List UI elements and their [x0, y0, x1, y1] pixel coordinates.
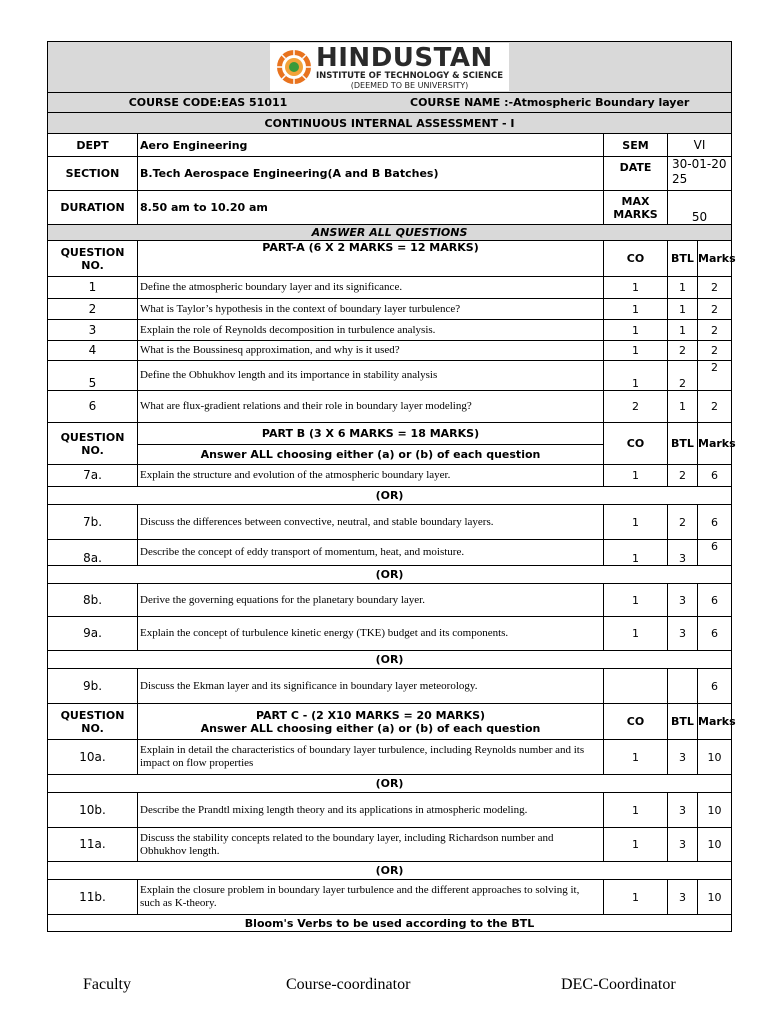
question-btl: 1 — [668, 391, 698, 423]
question-row — [48, 793, 732, 828]
or-separator: (OR) — [48, 862, 732, 880]
question-btl: 2 — [668, 341, 698, 361]
question-row — [48, 465, 732, 487]
question-number: 3 — [48, 320, 138, 341]
question-btl: 3 — [668, 828, 698, 862]
question-text: What is Taylor’s hypothesis in the context of boundary layer turbulence? — [138, 299, 604, 320]
question-number: 9b. — [48, 669, 138, 704]
question-text: Explain the concept of turbulence kinetic energy (TKE) budget and its components. — [138, 617, 604, 651]
question-marks: 2 — [698, 299, 732, 320]
question-co — [604, 669, 668, 704]
question-co: 1 — [604, 341, 668, 361]
question-btl: 3 — [668, 540, 698, 566]
question-number: 7b. — [48, 505, 138, 540]
or-row — [48, 566, 732, 584]
or-separator: (OR) — [48, 651, 732, 669]
answer-all-row — [48, 225, 732, 241]
part-b-subtitle: Answer ALL choosing either (a) or (b) of each question — [138, 445, 604, 465]
question-marks: 10 — [698, 793, 732, 828]
question-btl: 2 — [668, 361, 698, 391]
duration-label: DURATION — [48, 191, 138, 225]
question-marks: 2 — [698, 277, 732, 299]
question-btl: 2 — [668, 505, 698, 540]
part-a-header-row — [48, 241, 732, 277]
question-text: What are flux-gradient relations and their role in boundary layer modeling? — [138, 391, 604, 423]
part-a-title: PART-A (6 X 2 MARKS = 12 MARKS) — [138, 241, 604, 277]
max-marks-label: MAX MARKS — [604, 191, 668, 225]
question-marks: 10 — [698, 880, 732, 915]
question-number: 7a. — [48, 465, 138, 487]
question-btl — [668, 669, 698, 704]
or-row — [48, 775, 732, 793]
question-co: 1 — [604, 740, 668, 775]
question-co: 1 — [604, 320, 668, 341]
question-marks: 2 — [698, 391, 732, 423]
part-c-questions — [48, 740, 732, 915]
dept-label: DEPT — [48, 134, 138, 157]
question-marks: 10 — [698, 740, 732, 775]
question-co: 1 — [604, 361, 668, 391]
question-co: 2 — [604, 391, 668, 423]
question-marks: 6 — [698, 505, 732, 540]
question-text: Explain the structure and evolution of the atmospheric boundary layer. — [138, 465, 604, 487]
logo-name: HINDUSTAN — [316, 42, 493, 73]
question-no-header: QUESTION NO. — [48, 423, 138, 465]
question-text: What is the Boussinesq approximation, and why is it used? — [138, 341, 604, 361]
question-co: 1 — [604, 584, 668, 617]
course-name: COURSE NAME :-Atmospheric Boundary layer — [410, 96, 690, 109]
question-row — [48, 505, 732, 540]
question-btl: 1 — [668, 277, 698, 299]
btl-header: BTL — [668, 423, 698, 465]
course-row — [48, 93, 732, 113]
logo-cell — [48, 42, 732, 93]
question-btl: 2 — [668, 465, 698, 487]
section-label: SECTION — [48, 157, 138, 191]
part-b-header-row — [48, 423, 732, 445]
marks-header: Marks — [698, 704, 732, 740]
question-number: 1 — [48, 277, 138, 299]
dept-value: Aero Engineering — [138, 134, 604, 157]
question-number: 8b. — [48, 584, 138, 617]
question-number: 2 — [48, 299, 138, 320]
section-value: B.Tech Aerospace Engineering(A and B Batches) — [138, 157, 604, 191]
question-row — [48, 540, 732, 566]
question-no-header: QUESTION NO. — [48, 241, 138, 277]
or-row — [48, 487, 732, 505]
question-marks: 6 — [698, 617, 732, 651]
assessment-row — [48, 113, 732, 134]
section-row — [48, 157, 732, 191]
course-coordinator-signature-label: Course-coordinator — [286, 976, 411, 993]
question-row — [48, 391, 732, 423]
question-btl: 1 — [668, 299, 698, 320]
question-co: 1 — [604, 793, 668, 828]
question-co: 1 — [604, 505, 668, 540]
question-text: Define the atmospheric boundary layer and its significance. — [138, 277, 604, 299]
question-text: Discuss the differences between convective, neutral, and stable boundary layers. — [138, 505, 604, 540]
question-paper-table — [47, 41, 736, 932]
question-marks: 10 — [698, 828, 732, 862]
marks-header: Marks — [698, 241, 732, 277]
question-btl: 3 — [668, 880, 698, 915]
part-a-questions — [48, 277, 732, 423]
or-separator: (OR) — [48, 566, 732, 584]
part-c-title: PART C - (2 X10 MARKS = 20 MARKS) — [255, 708, 486, 722]
logo-deemed: (DEEMED TO BE UNIVERSITY) — [350, 80, 469, 90]
question-row — [48, 341, 732, 361]
question-number: 8a. — [48, 540, 138, 566]
logo-subtitle: INSTITUTE OF TECHNOLOGY & SCIENCE — [316, 70, 504, 81]
question-row — [48, 299, 732, 320]
question-row — [48, 277, 732, 299]
question-text: Explain in detail the characteristics of boundary layer turbulence, including Reynolds number and its impact on flow properties — [138, 740, 604, 775]
question-btl: 3 — [668, 584, 698, 617]
duration-row — [48, 191, 732, 225]
faculty-signature-label: Faculty — [83, 976, 131, 993]
question-row — [48, 584, 732, 617]
co-header: CO — [604, 241, 668, 277]
sem-label: SEM — [604, 134, 668, 157]
marks-header: Marks — [698, 423, 732, 465]
question-text: Describe the concept of eddy transport of momentum, heat, and moisture. — [138, 540, 604, 566]
co-header: CO — [604, 423, 668, 465]
question-co: 1 — [604, 299, 668, 320]
question-marks: 2 — [698, 320, 732, 341]
question-row — [48, 669, 732, 704]
question-text: Explain the closure problem in boundary layer turbulence and the different approaches to solving it, such as K-theory. — [138, 880, 604, 915]
part-c-header-row — [48, 704, 732, 740]
course-code: COURSE CODE:EAS 51011 — [128, 96, 288, 109]
question-marks: 6 — [698, 669, 732, 704]
question-number: 10b. — [48, 793, 138, 828]
question-number: 10a. — [48, 740, 138, 775]
question-number: 6 — [48, 391, 138, 423]
question-marks: 6 — [698, 540, 732, 566]
question-text: Describe the Prandtl mixing length theory and its applications in atmospheric modeling. — [138, 793, 604, 828]
question-number: 5 — [48, 361, 138, 391]
or-separator: (OR) — [48, 775, 732, 793]
assessment-title: CONTINUOUS INTERNAL ASSESSMENT - I — [48, 113, 732, 134]
question-text: Explain the role of Reynolds decomposition in turbulence analysis. — [138, 320, 604, 341]
date-value: 30-01-2025 — [668, 157, 732, 191]
question-row — [48, 828, 732, 862]
question-row — [48, 320, 732, 341]
question-text: Derive the governing equations for the planetary boundary layer. — [138, 584, 604, 617]
part-b-questions — [48, 465, 732, 704]
btl-header: BTL — [668, 241, 698, 277]
max-marks-value: 50 — [668, 191, 732, 225]
question-co: 1 — [604, 828, 668, 862]
or-row — [48, 651, 732, 669]
logo-row — [48, 42, 732, 93]
question-btl: 3 — [668, 617, 698, 651]
question-btl: 3 — [668, 793, 698, 828]
question-co: 1 — [604, 617, 668, 651]
btl-header: BTL — [668, 704, 698, 740]
question-marks: 2 — [698, 361, 732, 391]
or-separator: (OR) — [48, 487, 732, 505]
question-co: 1 — [604, 465, 668, 487]
question-row — [48, 617, 732, 651]
part-c-subtitle: Answer ALL choosing either (a) or (b) of each question — [200, 721, 541, 735]
question-btl: 3 — [668, 740, 698, 775]
blooms-row — [48, 915, 732, 932]
dept-row — [48, 134, 732, 157]
sun-emblem-icon — [276, 49, 312, 85]
sem-value: VI — [668, 134, 732, 157]
duration-value: 8.50 am to 10.20 am — [138, 191, 604, 225]
question-marks: 2 — [698, 341, 732, 361]
question-number: 11b. — [48, 880, 138, 915]
university-logo — [270, 43, 509, 91]
question-marks: 6 — [698, 584, 732, 617]
question-number: 11a. — [48, 828, 138, 862]
question-row — [48, 361, 732, 391]
answer-all-label: ANSWER ALL QUESTIONS — [48, 225, 732, 241]
question-btl: 1 — [668, 320, 698, 341]
question-marks: 6 — [698, 465, 732, 487]
question-row — [48, 880, 732, 915]
blooms-note: Bloom's Verbs to be used according to the BTL — [48, 915, 732, 932]
question-number: 9a. — [48, 617, 138, 651]
question-row — [48, 740, 732, 775]
date-label: DATE — [604, 157, 668, 191]
co-header: CO — [604, 704, 668, 740]
dec-coordinator-signature-label: DEC-Coordinator — [561, 976, 676, 993]
question-text: Discuss the Ekman layer and its significance in boundary layer meteorology. — [138, 669, 604, 704]
question-text: Define the Obhukhov length and its importance in stability analysis — [138, 361, 604, 391]
question-no-header: QUESTION NO. — [48, 704, 138, 740]
question-co: 1 — [604, 277, 668, 299]
question-co: 1 — [604, 880, 668, 915]
question-co: 1 — [604, 540, 668, 566]
question-number: 4 — [48, 341, 138, 361]
part-b-title: PART B (3 X 6 MARKS = 18 MARKS) — [138, 423, 604, 445]
or-row — [48, 862, 732, 880]
question-text: Discuss the stability concepts related to the boundary layer, including Richardson number and Obhukhov length. — [138, 828, 604, 862]
